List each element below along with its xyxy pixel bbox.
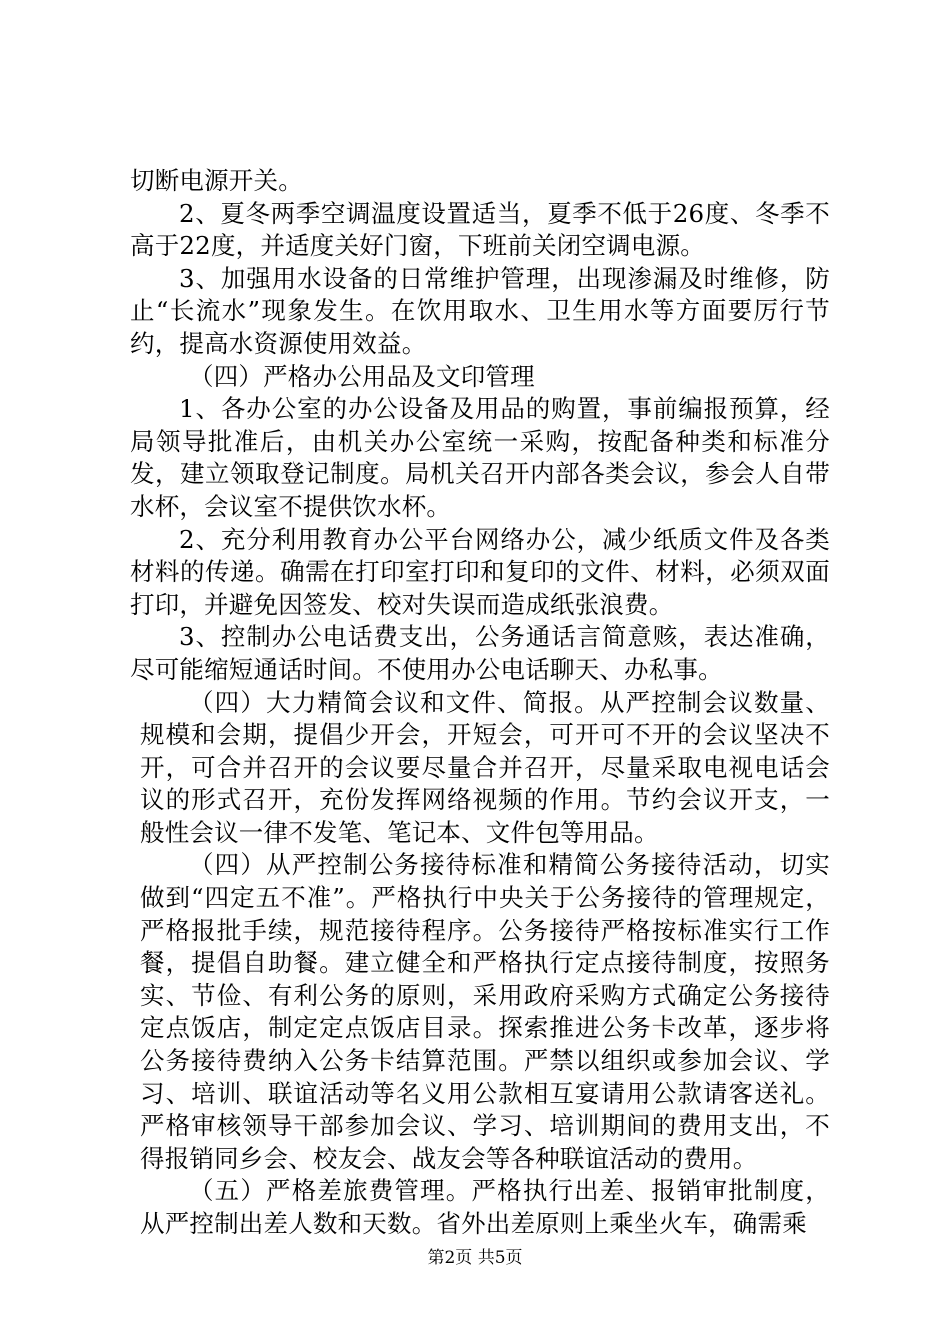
paragraph-1: 切断电源开关。	[130, 166, 303, 195]
paragraph-meetings: （四）大力精简会议和文件、简报。从严控制会议数量、规模和会期，提倡少开会，开短会，可开可不开的会议坚决不开，可合并召开的会议要尽量合并召开，尽量采取电视电话会议的形式召开，充份发挥网络视频的作用。节约会议开支，一般性会议一律不发笔、笔记本、文件包等用品。	[140, 687, 830, 847]
paragraph-travel: （五）严格差旅费管理。严格执行出差、报销审批制度，从严控制出差人数和天数。省外出差原则上乘坐火车，确需乘	[140, 1176, 830, 1238]
page-number-label: 第2页 共5页	[427, 1248, 523, 1268]
paragraph-3: 3、加强用水设备的日常维护管理，出现渗漏及时维修，防止“长流水”现象发生。在饮用取水、卫生用水等方面要厉行节约，提高水资源使用效益。	[130, 263, 830, 358]
paragraph-5: 1、各办公室的办公设备及用品的购置，事前编报预算，经局领导批准后，由机关办公室统一采购，按配备种类和标准分发，建立领取登记制度。局机关召开内部各类会议，参会人自带水杯，会议室不提供饮水杯。	[130, 394, 830, 521]
paragraph-6: 2、充分利用教育办公平台网络办公，减少纸质文件及各类材料的传递。确需在打印室打印和复印的文件、材料，必须双面打印，并避免因签发、校对失误而造成纸张浪费。	[130, 524, 830, 619]
document-body	[130, 165, 830, 1241]
paragraph-2: 2、夏冬两季空调温度设置适当，夏季不低于26度、冬季不高于22度，并适度关好门窗，下班前关闭空调电源。	[130, 198, 830, 261]
page-footer	[0, 1246, 950, 1270]
section-heading-office-supplies: （四）严格办公用品及文印管理	[189, 361, 535, 391]
paragraph-reception: （四）从严控制公务接待标准和精简公务接待活动，切实做到“四定五不准”。严格执行中央关于公务接待的管理规定，严格报批手续，规范接待程序。公务接待严格按标准实行工作餐，提倡自助餐。建立健全和严格执行定点接待制度，按照务实、节俭、有利公务的原则，采用政府采购方式确定公务接待定点饭店，制定定点饭店目录。探索推进公务卡改革，逐步将公务接待费纳入公务卡结算范围。严禁以组织或参加会议、学习、培训、联谊活动等名义用公款相互宴请用公款请客送礼。严格审核领导干部参加会议、学习、培训期间的费用支出，不得报销同乡会、校友会、战友会等各种联谊活动的费用。	[140, 850, 830, 1173]
paragraph-7: 3、控制办公电话费支出，公务通话言简意赅，表达准确，尽可能缩短通话时间。不使用办公电话聊天、办私事。	[130, 622, 830, 684]
